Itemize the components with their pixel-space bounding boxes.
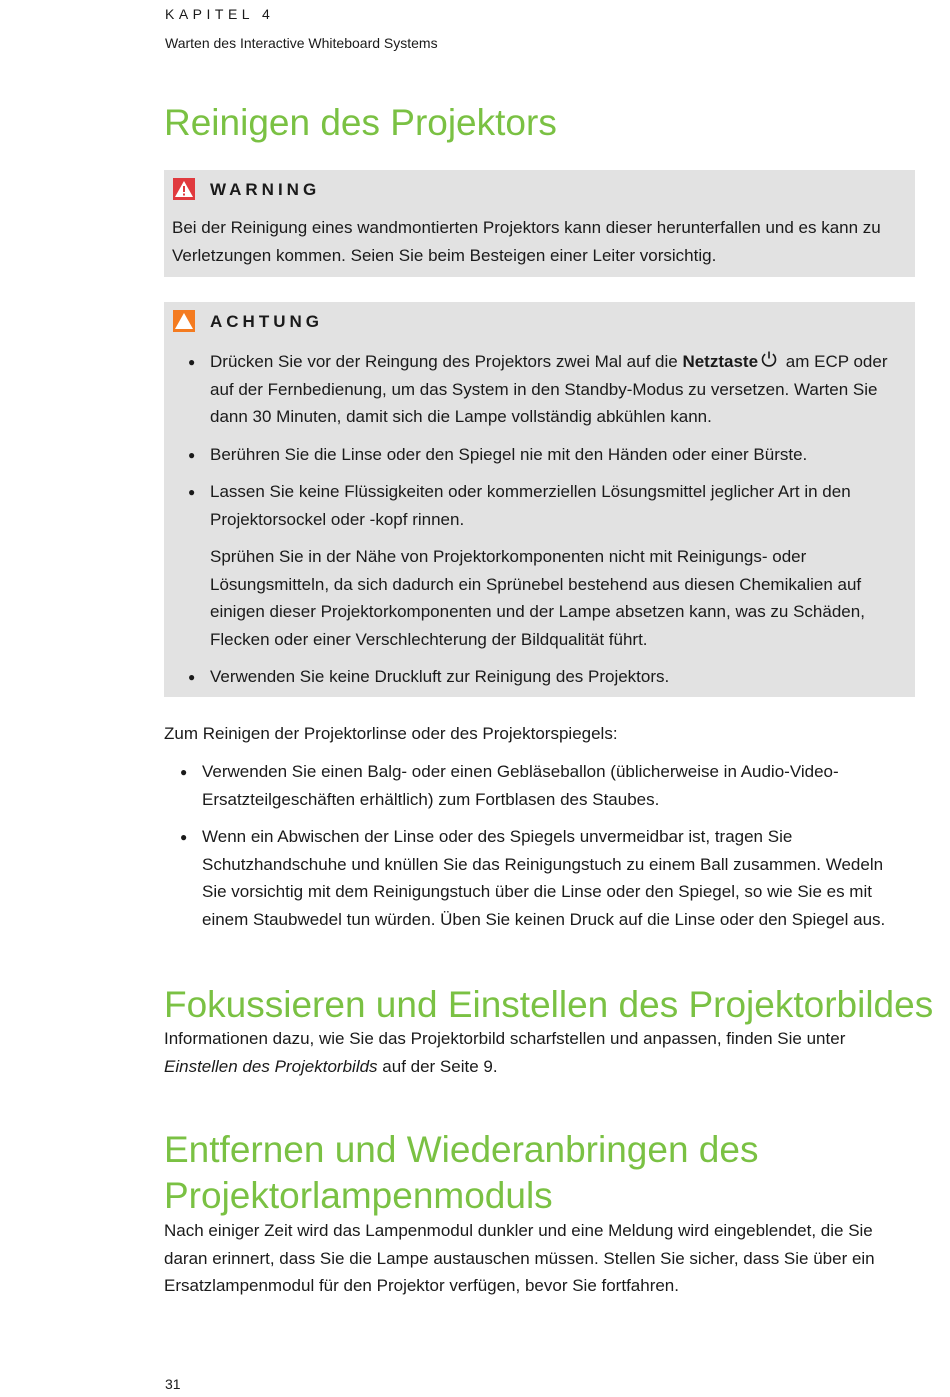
cleaning-item-2: Wenn ein Abwischen der Linse oder des Spiegels unvermeidbar ist, tragen Sie Schutzhandschuhe und knüllen Sie das Reinigungstuch zu einem Ball zusammen. Wedeln Sie vorsichtig mit dem Reinigungstuch über die Linse oder den Spiegel, so wie Sie es mit einem Staubwedel tun würden. Üben Sie keinen Druck auf die Linse oder den Spiegel aus. [202, 827, 886, 929]
power-key-label: Netztaste [682, 352, 759, 371]
focus-text-after: auf der Seite 9. [377, 1056, 498, 1076]
cleaning-list [164, 758, 909, 943]
chapter-subtitle: Warten des Interactive Whiteboard Systems [165, 35, 438, 51]
cleaning-item-1: Verwenden Sie einen Balg- oder einen Gebläseballon (üblicherweise in Audio-Video-Ersatzteilgeschäften erhältlich) zum Fortblasen des Staubes. [202, 762, 839, 809]
warning-triangle-icon [173, 178, 195, 200]
caution-item-3: Lassen Sie keine Flüssigkeiten oder kommerziellen Lösungsmittel jeglicher Art in den Projektorsockel oder -kopf rinnen. [210, 482, 851, 529]
warning-box [164, 170, 915, 277]
caution-heading: ACHTUNG [210, 312, 323, 331]
list-item: ● Wenn ein Abwischen der Linse oder des Spiegels unvermeidbar ist, tragen Sie Schutzhandschuhe und knüllen Sie das Reinigungstuch zu einem Ball zusammen. Wedeln Sie vorsichtig mit dem Reinigungstuch über die Linse oder den Spiegel, so wie Sie es mit einem Staubwedel tun würden. Üben Sie keinen Druck auf die Linse oder den Spiegel aus. [180, 827, 886, 929]
list-item: ● Berühren Sie die Linse oder den Spiegel nie mit den Händen oder einer Bürste. [188, 444, 808, 464]
section-title-focus: Fokussieren und Einstellen des Projektorbildes [164, 984, 934, 1025]
caution-item-1-after: am ECP oder auf der Fernbedienung, um das System in den Standby-Modus zu versetzen. Warten Sie dann 30 Minuten, damit sich die Lampe vollständig abkühlen kann. [210, 352, 888, 426]
caution-item-4: Verwenden Sie keine Druckluft zur Reinigung des Projektors. [210, 667, 670, 686]
caution-box [164, 302, 915, 697]
caution-item-2: Berühren Sie die Linse oder den Spiegel nie mit den Händen oder einer Bürste. [210, 444, 808, 464]
focus-reference-link[interactable]: Einstellen des Projektorbilds [164, 1056, 378, 1076]
caution-triangle-icon [173, 310, 195, 332]
caution-list [164, 348, 904, 701]
list-item: ● Verwenden Sie keine Druckluft zur Reinigung des Projektors. [188, 667, 670, 686]
list-item: ● Lassen Sie keine Flüssigkeiten oder kommerziellen Lösungsmittel jeglicher Art in den Projektorsockel oder -kopf rinnen. Sprühen Sie in der Nähe von Projektorkomponenten nicht mit Reinigungs- oder Lösungsmitteln, da sich dadurch ein Sprünebel bestehend aus diesen Chemikalien auf einigen dieser Projektorkomponenten und der Lampe absetzen kann, was zu Schäden, Flecken oder einer Verschlechterung der Bildqualität führt. [164, 478, 904, 653]
focus-text-before: Informationen dazu, wie Sie das Projektorbild scharfstellen und anpassen, finden Sie unter [164, 1029, 846, 1048]
list-item: ● Verwenden Sie einen Balg- oder einen Gebläseballon (üblicherweise in Audio-Video-Ersatzteilgeschäften erhältlich) zum Fortblasen des Staubes. [180, 762, 839, 809]
section-title-cleaning: Reinigen des Projektors [164, 102, 557, 143]
chapter-label: KAPITEL 4 [165, 6, 275, 22]
page-number: 31 [165, 1376, 181, 1392]
section-title-lamp: Entfernen und Wiederanbringen des Projektorlampenmoduls [164, 1129, 759, 1217]
caution-item-3-note: Sprühen Sie in der Nähe von Projektorkomponenten nicht mit Reinigungs- oder Lösungsmitteln, da sich dadurch ein Sprünebel bestehend aus diesen Chemikalien auf einigen dieser Projektorkomponenten und der Lampe absetzen kann, was zu Schäden, Flecken oder einer Verschlechterung der Bildqualität führt. [210, 547, 865, 649]
cleaning-intro: Zum Reinigen der Projektorlinse oder des Projektorspiegels: [164, 724, 618, 743]
caution-item-1-before: Drücken Sie vor der Reingung des Projektors zwei Mal auf die [210, 352, 683, 371]
power-icon [760, 350, 778, 368]
lamp-paragraph: Nach einiger Zeit wird das Lampenmodul dunkler und eine Meldung wird eingeblendet, die Sie daran erinnert, dass Sie die Lampe austauschen müssen. Stellen Sie sicher, dass Sie über ein Ersatzlampenmodul für den Projektor verfügen, bevor Sie fortfahren. [164, 1221, 875, 1295]
focus-paragraph [164, 1025, 909, 1080]
warning-text: Bei der Reinigung eines wandmontierten Projektors kann dieser herunterfallen und es kann zu Verletzungen kommen. Seien Sie beim Besteigen einer Leiter vorsichtig. [172, 218, 881, 265]
list-item: ● Drücken Sie vor der Reingung des Projektors zwei Mal auf die Netztaste am ECP oder auf der Fernbedienung, um das System in den Standby-Modus zu versetzen. Warten Sie dann 30 Minuten, damit sich die Lampe vollständig abkühlen kann. [188, 352, 888, 426]
warning-heading: WARNING [210, 180, 321, 199]
